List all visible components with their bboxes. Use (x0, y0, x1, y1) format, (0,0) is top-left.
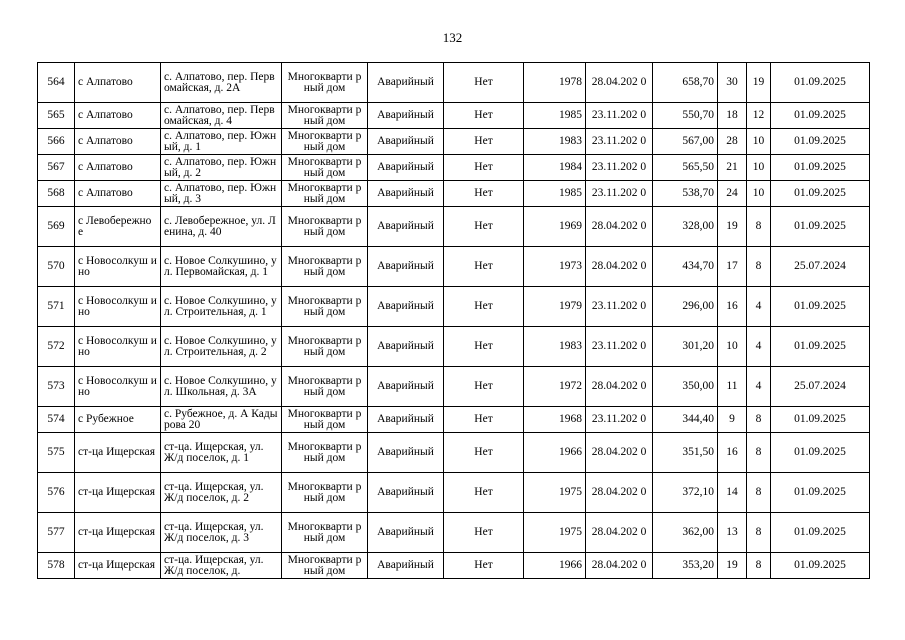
cell-residents-count: 30 (718, 63, 747, 103)
cell-apartments-count: 10 (747, 181, 771, 207)
cell-deadline: 01.09.2025 (771, 129, 870, 155)
cell-status: Аварийный (368, 287, 444, 327)
cell-row-number: 578 (38, 553, 75, 579)
cell-address: с. Алпатово, пер. Южный, д. 2 (161, 155, 282, 181)
table-row (38, 513, 870, 553)
cell-year-built: 1985 (524, 181, 586, 207)
cell-status: Аварийный (368, 155, 444, 181)
cell-year-built: 1966 (524, 433, 586, 473)
cell-status: Аварийный (368, 129, 444, 155)
cell-locality: с Алпатово (75, 155, 161, 181)
cell-status: Аварийный (368, 473, 444, 513)
cell-recognition-date: 23.11.202 0 (586, 129, 653, 155)
cell-apartments-count: 8 (747, 473, 771, 513)
cell-apartments-count: 4 (747, 287, 771, 327)
cell-building-type: Многокварти рный дом (282, 367, 368, 407)
cell-year-built: 1985 (524, 103, 586, 129)
cell-deadline: 01.09.2025 (771, 155, 870, 181)
cell-year-built: 1966 (524, 553, 586, 579)
cell-deadline: 01.09.2025 (771, 207, 870, 247)
cell-row-number: 571 (38, 287, 75, 327)
cell-area: 353,20 (653, 553, 718, 579)
cell-flag: Нет (444, 327, 524, 367)
cell-address: с. Алпатово, пер. Южный, д. 1 (161, 129, 282, 155)
cell-status: Аварийный (368, 207, 444, 247)
cell-year-built: 1975 (524, 513, 586, 553)
cell-address: с. Алпатово, пер. Южный, д. 3 (161, 181, 282, 207)
cell-address: ст-ца. Ищерская, ул. Ж/д поселок, д. (161, 553, 282, 579)
cell-flag: Нет (444, 407, 524, 433)
cell-address: с. Новое Солкушино, ул. Первомайская, д. 1 (161, 247, 282, 287)
cell-residents-count: 24 (718, 181, 747, 207)
cell-flag: Нет (444, 181, 524, 207)
cell-area: 567,00 (653, 129, 718, 155)
cell-deadline: 01.09.2025 (771, 63, 870, 103)
cell-year-built: 1968 (524, 407, 586, 433)
cell-recognition-date: 23.11.202 0 (586, 327, 653, 367)
cell-residents-count: 18 (718, 103, 747, 129)
cell-recognition-date: 28.04.202 0 (586, 513, 653, 553)
cell-row-number: 569 (38, 207, 75, 247)
cell-apartments-count: 10 (747, 155, 771, 181)
cell-status: Аварийный (368, 513, 444, 553)
cell-status: Аварийный (368, 327, 444, 367)
cell-row-number: 576 (38, 473, 75, 513)
cell-flag: Нет (444, 367, 524, 407)
table-row (38, 103, 870, 129)
cell-row-number: 575 (38, 433, 75, 473)
cell-row-number: 564 (38, 63, 75, 103)
cell-recognition-date: 28.04.202 0 (586, 367, 653, 407)
cell-flag: Нет (444, 103, 524, 129)
cell-area: 301,20 (653, 327, 718, 367)
cell-apartments-count: 8 (747, 207, 771, 247)
cell-apartments-count: 19 (747, 63, 771, 103)
cell-recognition-date: 28.04.202 0 (586, 473, 653, 513)
cell-address: с. Алпатово, пер. Первомайская, д. 2А (161, 63, 282, 103)
cell-residents-count: 16 (718, 433, 747, 473)
housing-registry-table (37, 62, 870, 579)
cell-apartments-count: 8 (747, 433, 771, 473)
cell-building-type: Многокварти рный дом (282, 63, 368, 103)
cell-recognition-date: 23.11.202 0 (586, 407, 653, 433)
cell-deadline: 01.09.2025 (771, 513, 870, 553)
page-number: 132 (442, 30, 463, 45)
cell-deadline: 01.09.2025 (771, 287, 870, 327)
cell-residents-count: 13 (718, 513, 747, 553)
cell-locality: ст-ца Ищерская (75, 553, 161, 579)
cell-status: Аварийный (368, 63, 444, 103)
cell-deadline: 01.09.2025 (771, 407, 870, 433)
cell-residents-count: 16 (718, 287, 747, 327)
cell-address: с. Алпатово, пер. Первомайская, д. 4 (161, 103, 282, 129)
table-row (38, 247, 870, 287)
cell-row-number: 568 (38, 181, 75, 207)
cell-locality: с Алпатово (75, 129, 161, 155)
table-row (38, 407, 870, 433)
cell-locality: с Алпатово (75, 103, 161, 129)
cell-deadline: 01.09.2025 (771, 553, 870, 579)
cell-area: 372,10 (653, 473, 718, 513)
table-row (38, 207, 870, 247)
cell-building-type: Многокварти рный дом (282, 433, 368, 473)
cell-year-built: 1983 (524, 129, 586, 155)
cell-status: Аварийный (368, 407, 444, 433)
cell-building-type: Многокварти рный дом (282, 327, 368, 367)
cell-building-type: Многокварти рный дом (282, 407, 368, 433)
cell-row-number: 577 (38, 513, 75, 553)
cell-flag: Нет (444, 129, 524, 155)
cell-recognition-date: 28.04.202 0 (586, 247, 653, 287)
cell-residents-count: 19 (718, 553, 747, 579)
cell-residents-count: 9 (718, 407, 747, 433)
cell-status: Аварийный (368, 433, 444, 473)
cell-apartments-count: 4 (747, 327, 771, 367)
cell-locality: ст-ца Ищерская (75, 473, 161, 513)
cell-flag: Нет (444, 473, 524, 513)
cell-apartments-count: 8 (747, 247, 771, 287)
cell-area: 296,00 (653, 287, 718, 327)
table-row (38, 433, 870, 473)
cell-address: с. Новое Солкушино, ул. Строительная, д. 1 (161, 287, 282, 327)
cell-area: 344,40 (653, 407, 718, 433)
cell-area: 350,00 (653, 367, 718, 407)
cell-recognition-date: 28.04.202 0 (586, 207, 653, 247)
cell-building-type: Многокварти рный дом (282, 207, 368, 247)
cell-locality: с Новосолкуш ино (75, 327, 161, 367)
cell-flag: Нет (444, 553, 524, 579)
cell-residents-count: 10 (718, 327, 747, 367)
cell-building-type: Многокварти рный дом (282, 103, 368, 129)
cell-residents-count: 11 (718, 367, 747, 407)
cell-building-type: Многокварти рный дом (282, 513, 368, 553)
table-row (38, 155, 870, 181)
cell-address: с. Новое Солкушино, ул. Школьная, д. 3А (161, 367, 282, 407)
cell-area: 434,70 (653, 247, 718, 287)
cell-apartments-count: 8 (747, 513, 771, 553)
cell-apartments-count: 8 (747, 553, 771, 579)
cell-locality: с Алпатово (75, 181, 161, 207)
cell-address: ст-ца. Ищерская, ул. Ж/д поселок, д. 3 (161, 513, 282, 553)
cell-recognition-date: 28.04.202 0 (586, 63, 653, 103)
cell-locality: ст-ца Ищерская (75, 433, 161, 473)
cell-row-number: 574 (38, 407, 75, 433)
cell-year-built: 1973 (524, 247, 586, 287)
cell-status: Аварийный (368, 181, 444, 207)
cell-residents-count: 14 (718, 473, 747, 513)
cell-recognition-date: 23.11.202 0 (586, 103, 653, 129)
cell-apartments-count: 4 (747, 367, 771, 407)
cell-flag: Нет (444, 247, 524, 287)
cell-residents-count: 19 (718, 207, 747, 247)
table-row (38, 129, 870, 155)
cell-year-built: 1978 (524, 63, 586, 103)
table-row (38, 181, 870, 207)
cell-building-type: Многокварти рный дом (282, 247, 368, 287)
table-row (38, 367, 870, 407)
cell-year-built: 1979 (524, 287, 586, 327)
cell-building-type: Многокварти рный дом (282, 287, 368, 327)
cell-flag: Нет (444, 207, 524, 247)
cell-locality: с Рубежное (75, 407, 161, 433)
cell-address: с. Новое Солкушино, ул. Строительная, д. 2 (161, 327, 282, 367)
cell-residents-count: 21 (718, 155, 747, 181)
cell-flag: Нет (444, 287, 524, 327)
cell-row-number: 572 (38, 327, 75, 367)
cell-deadline: 01.09.2025 (771, 327, 870, 367)
cell-locality: с Новосолкуш ино (75, 287, 161, 327)
cell-row-number: 573 (38, 367, 75, 407)
cell-address: ст-ца. Ищерская, ул. Ж/д поселок, д. 2 (161, 473, 282, 513)
cell-flag: Нет (444, 63, 524, 103)
cell-flag: Нет (444, 513, 524, 553)
table-row (38, 63, 870, 103)
cell-area: 328,00 (653, 207, 718, 247)
cell-address: ст-ца. Ищерская, ул. Ж/д поселок, д. 1 (161, 433, 282, 473)
cell-status: Аварийный (368, 367, 444, 407)
cell-area: 658,70 (653, 63, 718, 103)
cell-year-built: 1972 (524, 367, 586, 407)
cell-flag: Нет (444, 155, 524, 181)
cell-area: 538,70 (653, 181, 718, 207)
cell-year-built: 1975 (524, 473, 586, 513)
cell-recognition-date: 28.04.202 0 (586, 433, 653, 473)
cell-flag: Нет (444, 433, 524, 473)
cell-address: с. Рубежное, д. А Кадырова 20 (161, 407, 282, 433)
cell-row-number: 565 (38, 103, 75, 129)
cell-status: Аварийный (368, 103, 444, 129)
table-row (38, 327, 870, 367)
cell-locality: с Новосолкуш ино (75, 247, 161, 287)
cell-row-number: 570 (38, 247, 75, 287)
table-row (38, 287, 870, 327)
table-row (38, 473, 870, 513)
cell-year-built: 1983 (524, 327, 586, 367)
cell-address: с. Левобережное, ул. Ленина, д. 40 (161, 207, 282, 247)
cell-building-type: Многокварти рный дом (282, 181, 368, 207)
cell-locality: с Новосолкуш ино (75, 367, 161, 407)
cell-recognition-date: 23.11.202 0 (586, 155, 653, 181)
cell-deadline: 01.09.2025 (771, 433, 870, 473)
cell-locality: с Алпатово (75, 63, 161, 103)
cell-building-type: Многокварти рный дом (282, 129, 368, 155)
cell-area: 351,50 (653, 433, 718, 473)
cell-building-type: Многокварти рный дом (282, 155, 368, 181)
cell-deadline: 01.09.2025 (771, 181, 870, 207)
cell-deadline: 25.07.2024 (771, 247, 870, 287)
cell-year-built: 1969 (524, 207, 586, 247)
cell-apartments-count: 12 (747, 103, 771, 129)
cell-status: Аварийный (368, 247, 444, 287)
cell-recognition-date: 28.04.202 0 (586, 553, 653, 579)
cell-status: Аварийный (368, 553, 444, 579)
cell-deadline: 25.07.2024 (771, 367, 870, 407)
cell-row-number: 567 (38, 155, 75, 181)
cell-apartments-count: 8 (747, 407, 771, 433)
cell-residents-count: 28 (718, 129, 747, 155)
cell-row-number: 566 (38, 129, 75, 155)
cell-locality: ст-ца Ищерская (75, 513, 161, 553)
table-row (38, 553, 870, 579)
cell-deadline: 01.09.2025 (771, 473, 870, 513)
cell-year-built: 1984 (524, 155, 586, 181)
cell-recognition-date: 23.11.202 0 (586, 181, 653, 207)
cell-residents-count: 17 (718, 247, 747, 287)
cell-building-type: Многокварти рный дом (282, 473, 368, 513)
cell-locality: с Левобережно е (75, 207, 161, 247)
cell-area: 362,00 (653, 513, 718, 553)
cell-apartments-count: 10 (747, 129, 771, 155)
cell-building-type: Многокварти рный дом (282, 553, 368, 579)
cell-recognition-date: 23.11.202 0 (586, 287, 653, 327)
cell-area: 550,70 (653, 103, 718, 129)
cell-deadline: 01.09.2025 (771, 103, 870, 129)
cell-area: 565,50 (653, 155, 718, 181)
